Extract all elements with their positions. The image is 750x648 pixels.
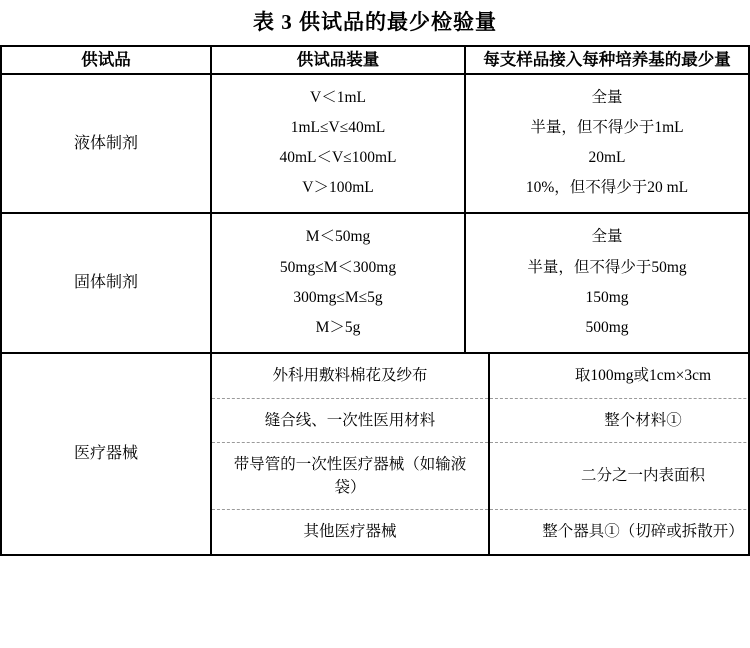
amount-item: 其他医疗器械 — [212, 510, 489, 554]
minimum-item: 150mg — [585, 288, 629, 306]
amount-item: 外科用敷料棉花及纱布 — [212, 354, 489, 398]
minimum-item: 全量 — [591, 228, 623, 246]
minimum-item: 20mL — [588, 149, 626, 166]
table-body — [1, 74, 749, 555]
amount-item: 缝合线、一次性医用材料 — [212, 398, 489, 442]
minimum-list-solid — [466, 214, 748, 352]
column-header-sample: 供试品 — [1, 46, 211, 74]
amount-item: V＞100mL — [302, 179, 374, 197]
table-row — [212, 442, 750, 510]
cell-liquid-amounts — [211, 74, 465, 214]
minimum-item: 半量，但不得少于50mg — [527, 258, 687, 276]
amount-item: 50mg≤M＜300mg — [279, 258, 397, 276]
table-header — [1, 46, 749, 74]
amount-item: 40mL＜V≤100mL — [279, 149, 397, 166]
row-label-solid: 固体制剂 — [1, 213, 211, 353]
table-row — [212, 398, 750, 442]
minimum-item: 整个器具①（切碎或拆散开） — [542, 523, 744, 541]
table-header-row — [1, 46, 749, 74]
column-header-fill-volume: 供试品装量 — [211, 46, 465, 74]
table-row — [212, 354, 750, 398]
cell-solid-amounts — [211, 213, 465, 353]
minimum-item: 500mg — [585, 319, 629, 337]
amount-item: 带导管的一次性医疗器械（如输液袋） — [212, 442, 489, 510]
minimum-item: 全量 — [591, 88, 623, 106]
table-row — [212, 510, 750, 554]
amount-item: M＜50mg — [305, 228, 371, 246]
minimum-item: 二分之一内表面积 — [489, 442, 750, 510]
medical-device-subtable — [212, 354, 750, 553]
minimum-item: 10%，但不得少于20 mL — [525, 179, 689, 197]
table-row — [1, 74, 749, 214]
amount-item: 300mg≤M≤5g — [293, 288, 383, 306]
cell-medical-device-group — [211, 353, 749, 554]
minimum-test-quantity-table — [0, 45, 750, 556]
amount-item: V＜1mL — [310, 88, 366, 106]
amount-item: M＞5g — [315, 319, 361, 337]
column-header-minimum-quantity: 每支样品接入每种培养基的最少量 — [465, 46, 749, 74]
minimum-item: 整个材料① — [489, 398, 750, 442]
table-caption: 表 3 供试品的最少检验量 — [253, 10, 497, 34]
amount-item: 1mL≤V≤40mL — [290, 118, 386, 136]
cell-liquid-minimums — [465, 74, 749, 214]
minimum-list-liquid — [466, 75, 748, 213]
amount-list-liquid — [212, 75, 464, 213]
row-label-medical-device: 医疗器械 — [1, 353, 211, 554]
minimum-item: 取100mg或1cm×3cm — [489, 354, 750, 398]
minimum-item: 半量，但不得少于1mL — [530, 118, 684, 136]
cell-solid-minimums — [465, 213, 749, 353]
amount-list-solid — [212, 214, 464, 352]
table-row — [1, 213, 749, 353]
table-row — [1, 353, 749, 554]
row-label-liquid: 液体制剂 — [1, 74, 211, 214]
